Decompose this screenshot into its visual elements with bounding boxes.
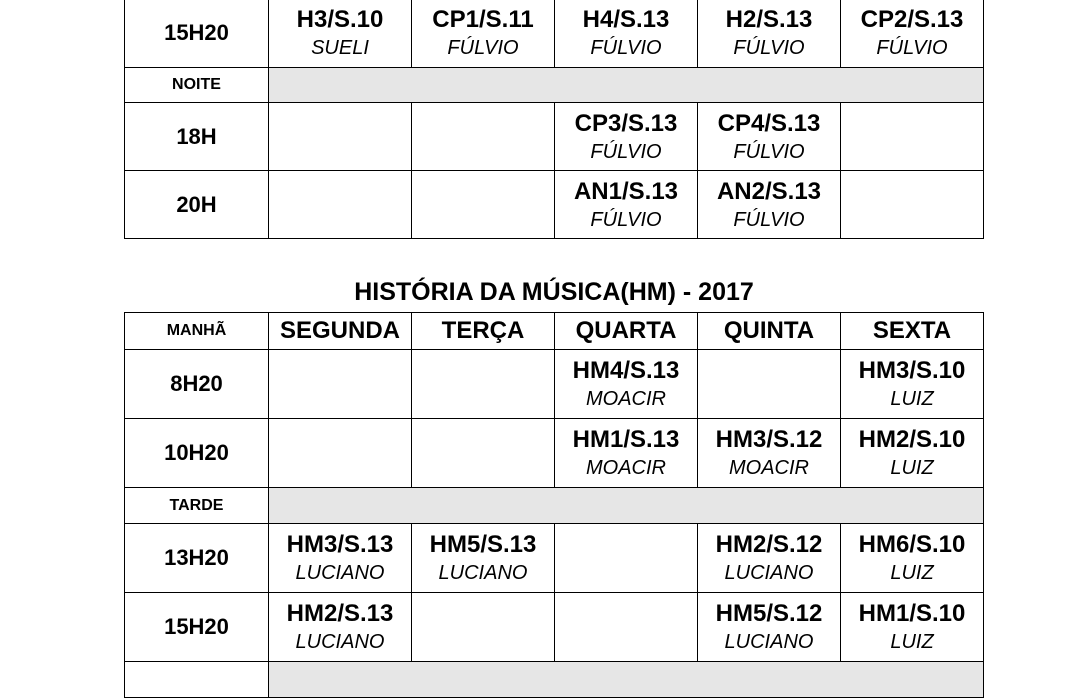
teacher-name: SUELI [311, 36, 369, 59]
class-code: H2/S.13 [725, 5, 813, 33]
class-code: H4/S.13 [582, 5, 670, 33]
class-cell [841, 103, 984, 171]
class-cell [412, 419, 555, 488]
class-cell [841, 524, 984, 593]
class-cell [555, 171, 698, 239]
class-cell [269, 171, 412, 239]
class-cell [698, 593, 841, 662]
class-cell [698, 0, 841, 68]
period-label: MANHÃ [125, 313, 269, 350]
class-code: HM1/S.10 [858, 600, 966, 627]
class-code: AN2/S.13 [716, 177, 822, 205]
class-cell [841, 171, 984, 239]
time-cell: 20H [125, 171, 269, 239]
table-row [125, 593, 984, 662]
teacher-name: FÚLVIO [733, 208, 805, 231]
teacher-name: LUCIANO [438, 562, 528, 584]
class-cell [698, 419, 841, 488]
class-code: AN1/S.13 [573, 177, 679, 205]
class-cell [555, 103, 698, 171]
schedule-table-1 [124, 0, 984, 239]
day-header: SEXTA [841, 313, 984, 350]
class-cell [412, 171, 555, 239]
teacher-name: MOACIR [586, 457, 666, 479]
period-label [125, 662, 269, 698]
day-header: QUARTA [555, 313, 698, 350]
class-code: HM2/S.12 [715, 531, 823, 558]
table-row [125, 0, 984, 68]
class-code: HM5/S.13 [429, 531, 537, 558]
teacher-name: LUCIANO [295, 631, 385, 653]
teacher-name: LUCIANO [724, 562, 814, 584]
section-title: HISTÓRIA DA MÚSICA(HM) - 2017 [354, 278, 754, 306]
time-cell: 10H20 [125, 419, 269, 488]
period-band [269, 488, 984, 524]
class-cell [269, 419, 412, 488]
teacher-name: MOACIR [586, 388, 666, 410]
table-row [125, 419, 984, 488]
table-row [125, 103, 984, 171]
class-cell [412, 524, 555, 593]
period-row [125, 488, 984, 524]
time-cell: 15H20 [125, 593, 269, 662]
table-row [125, 524, 984, 593]
class-code: HM2/S.13 [286, 600, 394, 627]
class-code: CP1/S.11 [432, 5, 534, 33]
class-cell [269, 524, 412, 593]
class-code: CP2/S.13 [860, 5, 964, 33]
teacher-name: FÚLVIO [590, 36, 662, 59]
class-cell [269, 103, 412, 171]
teacher-name: FÚLVIO [733, 36, 805, 59]
period-row [125, 662, 984, 698]
time-cell: 8H20 [125, 350, 269, 419]
day-header: QUINTA [698, 313, 841, 350]
class-code: H3/S.10 [296, 5, 384, 33]
teacher-name: FÚLVIO [447, 36, 519, 59]
class-code: HM4/S.13 [572, 357, 680, 384]
period-band [269, 68, 984, 103]
class-cell [555, 0, 698, 68]
class-cell [698, 350, 841, 419]
class-code: CP3/S.13 [574, 109, 678, 137]
class-cell [412, 0, 555, 68]
class-cell [841, 350, 984, 419]
class-cell [269, 593, 412, 662]
class-cell [698, 171, 841, 239]
class-cell [698, 103, 841, 171]
class-code: HM3/S.12 [715, 426, 823, 453]
table-row [125, 171, 984, 239]
table-row [125, 350, 984, 419]
header-row [125, 313, 984, 350]
class-cell [555, 524, 698, 593]
class-cell [269, 0, 412, 68]
class-cell [555, 350, 698, 419]
class-cell [841, 0, 984, 68]
class-cell [269, 350, 412, 419]
class-code: CP4/S.13 [717, 109, 821, 137]
teacher-name: FÚLVIO [876, 36, 948, 59]
period-row [125, 68, 984, 103]
class-cell [555, 419, 698, 488]
class-cell [412, 593, 555, 662]
class-cell [412, 103, 555, 171]
class-code: HM2/S.10 [858, 426, 966, 453]
class-code: HM5/S.12 [715, 600, 823, 627]
class-code: HM1/S.13 [572, 426, 680, 453]
teacher-name: LUIZ [890, 457, 934, 479]
time-cell: 18H [125, 103, 269, 171]
class-code: HM6/S.10 [858, 531, 966, 558]
time-cell: 15H20 [125, 0, 269, 68]
teacher-name: LUCIANO [295, 562, 385, 584]
period-label: NOITE [125, 68, 269, 103]
period-band [269, 662, 984, 698]
teacher-name: FÚLVIO [733, 140, 805, 163]
class-cell [555, 593, 698, 662]
teacher-name: LUIZ [890, 562, 934, 584]
day-header: SEGUNDA [269, 313, 412, 350]
time-cell: 13H20 [125, 524, 269, 593]
teacher-name: FÚLVIO [590, 140, 662, 163]
schedule-table-2 [124, 312, 984, 698]
class-cell [841, 419, 984, 488]
class-cell [412, 350, 555, 419]
class-code: HM3/S.10 [858, 357, 966, 384]
class-cell [698, 524, 841, 593]
teacher-name: LUIZ [890, 388, 934, 410]
teacher-name: LUIZ [890, 631, 934, 653]
teacher-name: MOACIR [729, 457, 809, 479]
class-cell [841, 593, 984, 662]
class-code: HM3/S.13 [286, 531, 394, 558]
teacher-name: LUCIANO [724, 631, 814, 653]
day-header: TERÇA [412, 313, 555, 350]
teacher-name: FÚLVIO [590, 208, 662, 231]
period-label: TARDE [125, 488, 269, 524]
